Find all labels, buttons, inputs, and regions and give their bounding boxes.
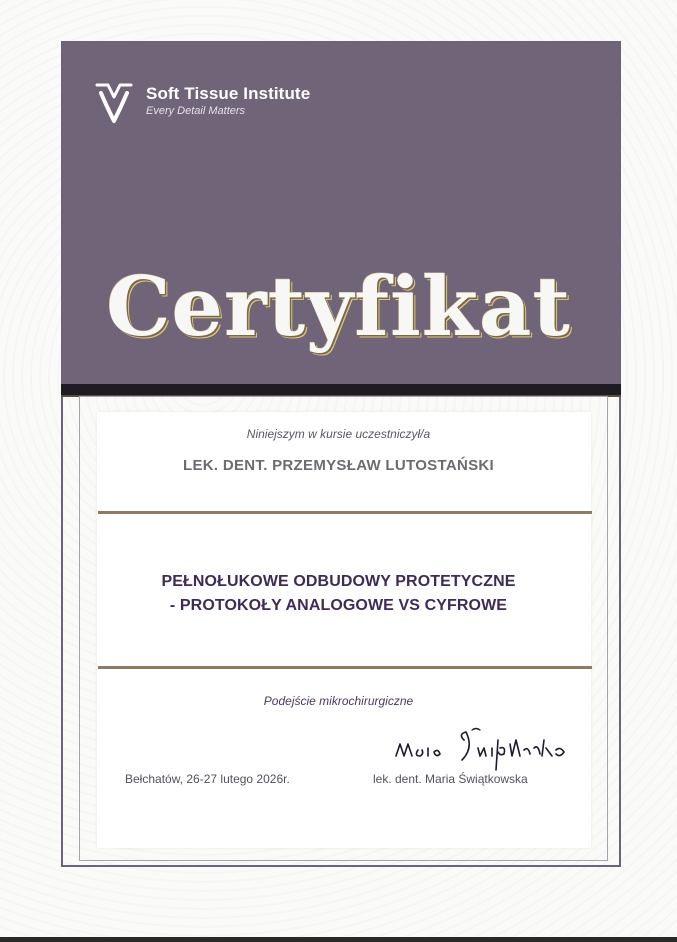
gold-rule-top [98, 511, 592, 514]
brand-tagline: Every Detail Matters [146, 105, 246, 117]
course-subtitle: Podejście mikrochirurgiczne [263, 694, 414, 708]
handwritten-signature [388, 726, 588, 772]
gold-rule-bottom [98, 666, 592, 669]
place-and-date: Bełchatów, 26-27 lutego 2026r. [125, 772, 290, 786]
certificate-title: Certyfikat [106, 260, 571, 355]
course-title [0, 570, 677, 618]
scan-edge-strip [0, 937, 677, 942]
course-title-line-2: - PROTOKOŁY ANALOGOWE VS CYFROWE [169, 597, 508, 614]
brand-logo [94, 79, 310, 127]
signer-name: lek. dent. Maria Świątkowska [373, 772, 528, 786]
brand-name: Soft Tissue Institute [146, 84, 311, 103]
recipient-name: LEK. DENT. PRZEMYSŁAW LUTOSTAŃSKI [182, 457, 495, 474]
brand-text [146, 79, 310, 118]
stylized-v-logo-icon [94, 79, 134, 127]
intro-text: Niniejszym w kursie uczestniczył/a [246, 427, 431, 441]
course-title-line-1: PEŁNOŁUKOWE ODBUDOWY PROTETYCZNE [161, 573, 516, 590]
